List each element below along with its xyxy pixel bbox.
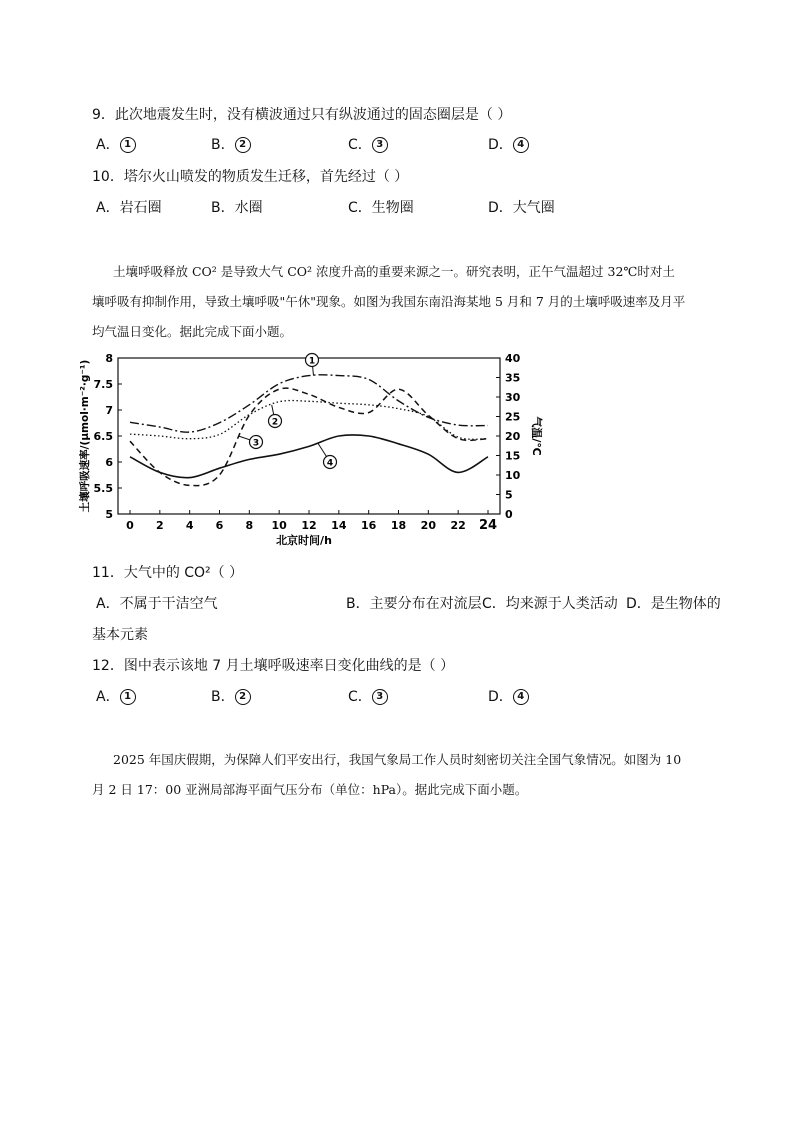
- y-right-tick-label: 5: [505, 488, 513, 502]
- circled-number-icon: 3: [372, 689, 388, 705]
- q11-option-c[interactable]: C．均来源于人类活动: [482, 596, 618, 612]
- x-tick-label: 16: [361, 519, 377, 532]
- q10-option-b[interactable]: B．水圈: [211, 200, 263, 216]
- series-line-1: [130, 375, 488, 432]
- series-line-2: [130, 401, 488, 440]
- y-right-tick-label: 20: [505, 430, 521, 443]
- q11-option-b[interactable]: B．主要分布在对流层: [346, 596, 482, 612]
- plot-border: [118, 358, 500, 514]
- y-left-tick-label: 5: [105, 508, 113, 521]
- y-left-tick-label: 7.5: [93, 378, 113, 391]
- q9-option-d[interactable]: [488, 134, 529, 154]
- passage-1-line-2: 壤呼吸有抑制作用，导致土壤呼吸"午休"现象。如图为我国东南沿海某地 5 月和 7 月的土壤呼吸速率及月平: [92, 294, 686, 309]
- passage-1-line-3: 均气温日变化。据此完成下面小题。: [92, 324, 293, 339]
- circled-number-icon: 3: [372, 137, 388, 153]
- y-left-tick-label: 8: [105, 352, 113, 365]
- question-10-stem: 10．塔尔火山喷发的物质发生迁移，首先经过（ ）: [92, 169, 409, 185]
- q12-option-b[interactable]: [211, 686, 251, 706]
- option-letter: B．: [211, 689, 235, 705]
- option-letter: B．: [211, 137, 235, 153]
- y-right-axis-label: 气温/℃: [530, 416, 543, 456]
- x-tick-label: 6: [215, 519, 224, 532]
- y-left-tick-label: 6.5: [93, 430, 113, 443]
- y-right-tick-label: 30: [505, 391, 521, 404]
- q10-option-d[interactable]: D．大气圈: [488, 200, 555, 216]
- y-left-tick-label: 6: [105, 456, 113, 469]
- option-letter: D．: [488, 689, 513, 705]
- y-right-tick-label: 25: [505, 410, 521, 424]
- series-label-number: 2: [271, 417, 279, 428]
- q9-option-a[interactable]: [96, 134, 136, 154]
- x-tick-label: 24: [478, 518, 498, 533]
- y-right-tick-label: 10: [505, 469, 521, 482]
- x-tick-label: 18: [390, 519, 407, 532]
- series-label-number: 3: [252, 438, 260, 449]
- q9-option-c[interactable]: [348, 134, 388, 154]
- q10-option-a[interactable]: A．岩石圈: [96, 200, 162, 216]
- q12-option-c[interactable]: [348, 686, 388, 706]
- q11-option-d[interactable]: D．是生物体的: [626, 596, 721, 612]
- x-tick-label: 0: [126, 519, 134, 532]
- y-right-tick-label: 35: [505, 371, 521, 385]
- y-right-tick-label: 0: [505, 508, 513, 521]
- y-left-tick-label: 7: [105, 404, 113, 417]
- q11-option-d-continuation: 基本元素: [92, 627, 148, 643]
- question-9-stem: 9．此次地震发生时，没有横波通过只有纵波通过的固态圈层是（ ）: [92, 107, 512, 123]
- option-letter: D．: [488, 137, 513, 153]
- circled-number-icon: 1: [120, 137, 136, 153]
- circled-number-icon: 4: [513, 137, 529, 153]
- x-tick-label: 14: [331, 519, 347, 532]
- passage-1-line-1: 土壤呼吸释放 CO² 是导致大气 CO² 浓度升高的重要来源之一。研究表明，正午气温超过 32℃时对土: [113, 264, 675, 279]
- q9-option-b[interactable]: [211, 134, 251, 154]
- question-12-stem: 12．图中表示该地 7 月土壤呼吸速率日变化曲线的是（ ）: [92, 658, 455, 674]
- x-tick-label: 12: [301, 519, 317, 532]
- passage-2-line-1: 2025 年国庆假期，为保障人们平安出行，我国气象局工作人员时刻密切关注全国气象情况。如图为 10: [113, 752, 682, 767]
- soil-respiration-chart: [0, 345, 794, 565]
- q11-option-a[interactable]: A．不属于干洁空气: [96, 596, 218, 612]
- y-right-tick-label: 40: [505, 352, 521, 365]
- q12-option-a[interactable]: [96, 686, 136, 706]
- circled-number-icon: 1: [120, 689, 136, 705]
- question-11-stem: 11．大气中的 CO²（ ）: [92, 565, 244, 581]
- x-tick-label: 20: [420, 519, 436, 532]
- chart-ticks: [94, 352, 521, 533]
- passage-2-line-2: 月 2 日 17：00 亚洲局部海平面气压分布（单位：hPa）。据此完成下面小题。: [92, 782, 528, 797]
- chart-series: [130, 375, 488, 486]
- x-tick-label: 8: [245, 519, 254, 532]
- option-letter: A．: [96, 137, 120, 153]
- chart-frame: [118, 358, 500, 514]
- chart-labels: [78, 354, 544, 548]
- x-axis-label: 北京时间/h: [276, 534, 332, 547]
- series-line-4: [130, 435, 488, 478]
- x-tick-label: 2: [156, 519, 164, 532]
- x-tick-label: 22: [450, 519, 466, 532]
- y-right-tick-label: 15: [505, 449, 521, 463]
- q12-option-d[interactable]: [488, 686, 529, 706]
- series-line-3: [130, 388, 488, 485]
- x-tick-label: 10: [271, 519, 287, 532]
- series-label-number: 1: [308, 356, 316, 367]
- series-label-number: 4: [326, 458, 334, 469]
- circled-number-icon: 2: [235, 137, 251, 153]
- x-tick-label: 4: [185, 519, 194, 532]
- q10-option-c[interactable]: C．生物圈: [348, 200, 414, 216]
- y-left-axis-label: 土壤呼吸速率/(μmol·m⁻²·g⁻¹): [79, 359, 91, 513]
- circled-number-icon: 2: [235, 689, 251, 705]
- circled-number-icon: 4: [513, 689, 529, 705]
- option-letter: C．: [348, 689, 372, 705]
- option-letter: A．: [96, 689, 120, 705]
- option-letter: C．: [348, 137, 372, 153]
- y-left-tick-label: 5.5: [93, 482, 113, 495]
